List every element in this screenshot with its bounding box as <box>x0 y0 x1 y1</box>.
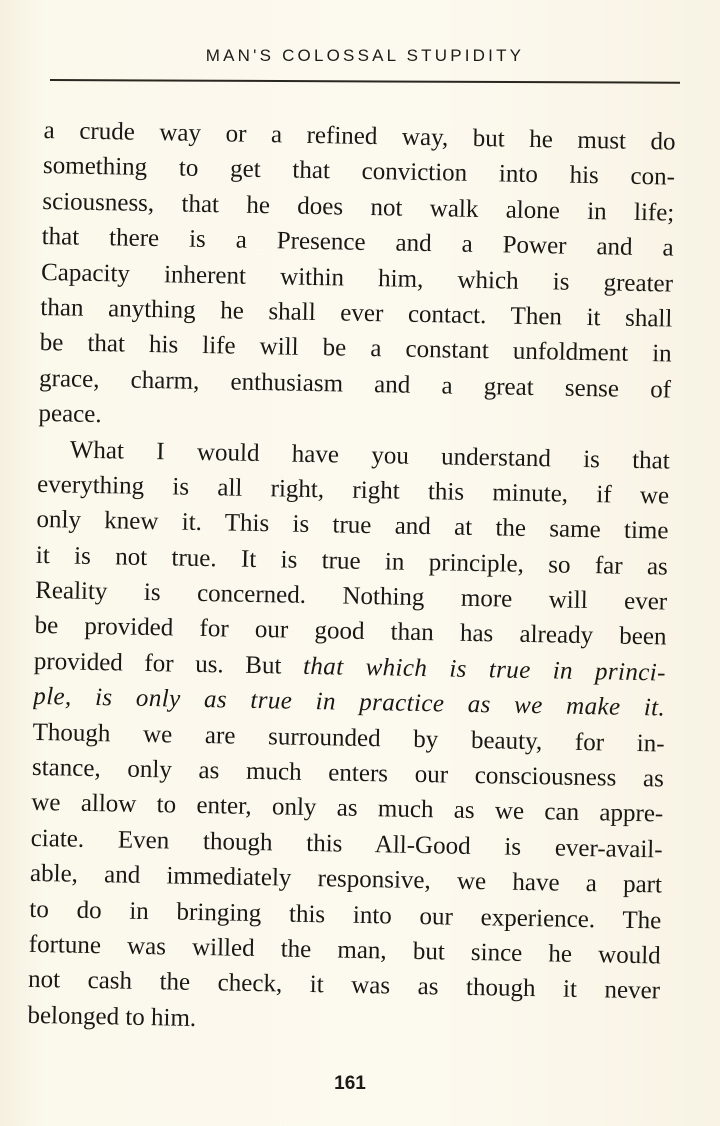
text-line: able, and immediately responsive, we have a part <box>29 860 663 899</box>
text-line: be that his life will be a constant unfoldment in <box>39 329 672 368</box>
text-line: we allow to enter, only as much as we can appre- <box>31 789 664 828</box>
text-line: be provided for our good than has already been <box>34 612 667 651</box>
body-text <box>27 113 676 1045</box>
header-rule <box>50 79 680 84</box>
text-line: peace. <box>38 400 102 429</box>
text-line: Though we are surrounded by beauty, for in- <box>32 718 665 758</box>
text-line: everything is all right, right this minute, if we <box>36 470 670 510</box>
text-line: stance, only as much enters our consciousness as <box>31 753 665 793</box>
text-line: sciousness, that he does not walk alone in life; <box>42 187 675 227</box>
text-line: something to get that conviction into his con- <box>42 152 676 191</box>
text-line: only knew it. This is true and at the same time <box>36 506 669 545</box>
text-line: a crude way or a refined way, but he must do <box>43 116 676 156</box>
running-head-title: MAN'S COLOSSAL STUPIDITY <box>205 46 525 65</box>
text-italic: ple, is only as true in practice as we make it. <box>33 683 666 722</box>
text-line: than anything he shall ever contact. Then it shall <box>40 293 673 333</box>
text-line: that there is a Presence and a Power and a <box>41 223 674 262</box>
text-line: Reality is concerned. Nothing more will ever <box>35 577 668 616</box>
text-line: belonged to him. <box>27 1001 197 1032</box>
text-line: Capacity inherent within him, which is greater <box>40 258 674 298</box>
page-number: 161 <box>334 1073 366 1094</box>
text-line: ciate. Even though this All-Good is ever-avail- <box>30 824 663 864</box>
text-line: not cash the check, it was as though it never <box>27 966 661 1005</box>
text-line: it is not true. It is true in principle, so far as <box>35 541 669 581</box>
text-italic: that which is true in princi- <box>302 652 667 687</box>
text-line: grace, charm, enthusiasm and a great sense of <box>38 364 672 404</box>
text-line: What I would have you understand is that <box>69 436 670 475</box>
text-plain: provided for us. But <box>33 647 304 680</box>
text-line: to do in bringing this into our experience. The <box>29 895 662 935</box>
text-line: fortune was willed the man, but since he would <box>28 930 661 970</box>
